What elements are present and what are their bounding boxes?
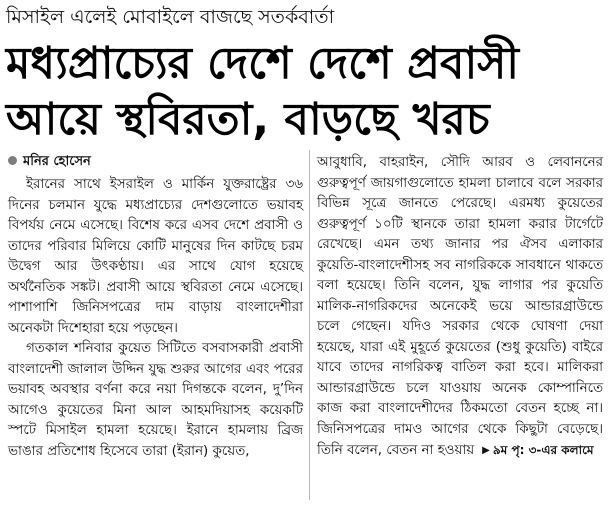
article-paragraph: গতকাল শনিবার কুয়েত সিটিতে বসবাসকারী প্রবাসী বাংলাদেশী জালাল উদ্দিন যুদ্ধ শুরুর আগের এবং পরের ভয়াবহ অবস্থার বর্ণনা করে নয়া দিগন্তকে বলেন, দু’দিন আগেও কুয়েতের মিনা আল আহমদিয়াসহ কয়েকটি স্পটে মিসাইল হামলা হয়েছে। ইরানে হামলায় ব্রিজ ভাঙার প্রতিশোধ হিসেবে তারা (ইরান) কুয়েত, (8, 341, 303, 459)
arrow-right-icon: ▶ (482, 445, 490, 456)
headline (6, 36, 610, 148)
headline-line-1: মধ্যপ্রাচ্যের দেশে দেশে প্রবাসী (6, 38, 519, 89)
article-paragraph: ইরানের সাথে ইসরাইল ও মার্কিন যুক্তরাষ্ট্রের ৩৬ দিনের চলমান যুদ্ধে মধ্যপ্রাচ্যের দেশগুলোতে ভয়াবহ বিপর্যয় নেমে এসেছে। বিশেষ করে এসব দেশে প্রবাসী ও তাদের পরিবার মিলিয়ে কোটি মানুষের দিন কাটছে চরম উদ্বেগ আর উৎকণ্ঠায়। এর সাথে যোগ হয়েছে অর্থনৈতিক সঙ্কট। প্রবাসী আয়ে স্থবিরতা নেমে এসেছে। পাশাপাশি জিনিসপত্রের দাম বাড়ায় বাংলাদেশীরা অনেকটা দিশেহারা হয়ে পড়ছেন। (8, 177, 303, 336)
article-paragraph (317, 153, 603, 462)
kicker-line: মিসাইল এলেই মোবাইলে বাজছে সতর্কবার্তা (6, 6, 335, 28)
article-column-left (8, 175, 303, 462)
headline-line-2: আয়ে স্থবিরতা, বাড়ছে খরচ (6, 94, 490, 145)
bullet-icon (8, 156, 17, 165)
column-divider (309, 150, 310, 500)
continuation-link[interactable] (482, 443, 593, 457)
article-paragraph-text: আবুধাবি, বাহরাইন, সৌদি আরব ও লেবাননের গুরুত্বপূর্ণ জায়গাগুলোতে হামলা চালাবে বলে সরকার বিভিন্ন সূত্রে জানতে পেরেছে। এরমধ্য কুয়েতের গুরুত্বপূর্ণ ১০টি স্থানকে তারা হামলা করার টার্গেটে রেখেছে। এমন তথ্য জানার পর ঐসব এলাকার কুয়েতি-বাংলাদেশীসহ সব নাগরিককে সাবধানে থাকতে বলা হয়েছে। তিনি বলেন, যুদ্ধ লাগার পর কুয়েতি মালিক-নাগরিকদের অনেকেই ভয়ে আন্ডারগ্রাউন্ডে চলে গেছেন। যদিও সরকার থেকে ঘোষণা দেয়া হয়েছে, যারা এই মুহূর্তে কুয়েতের (শুধু কুয়েতি) বাইরে যাবে তাদের নাগরিকত্ব বাতিল করা হবে। মালিকরা আন্ডারগ্রাউন্ডে চলে যাওয়ায় অনেক কোম্পানিতে কাজ করা বাংলাদেশীদের ঠিকমতো বেতন হচ্ছে না। জিনিসপত্রের দামও আগের থেকে কিছুটা বেড়েছে। তিনি বলেন, বেতন না হওয়ায় (317, 155, 603, 458)
byline (8, 152, 91, 172)
continuation-label: ৯ম পৃ: ৩-এর কলামে (492, 443, 594, 457)
article-column-right (317, 153, 603, 462)
byline-author: মনির হোসেন (23, 154, 91, 169)
